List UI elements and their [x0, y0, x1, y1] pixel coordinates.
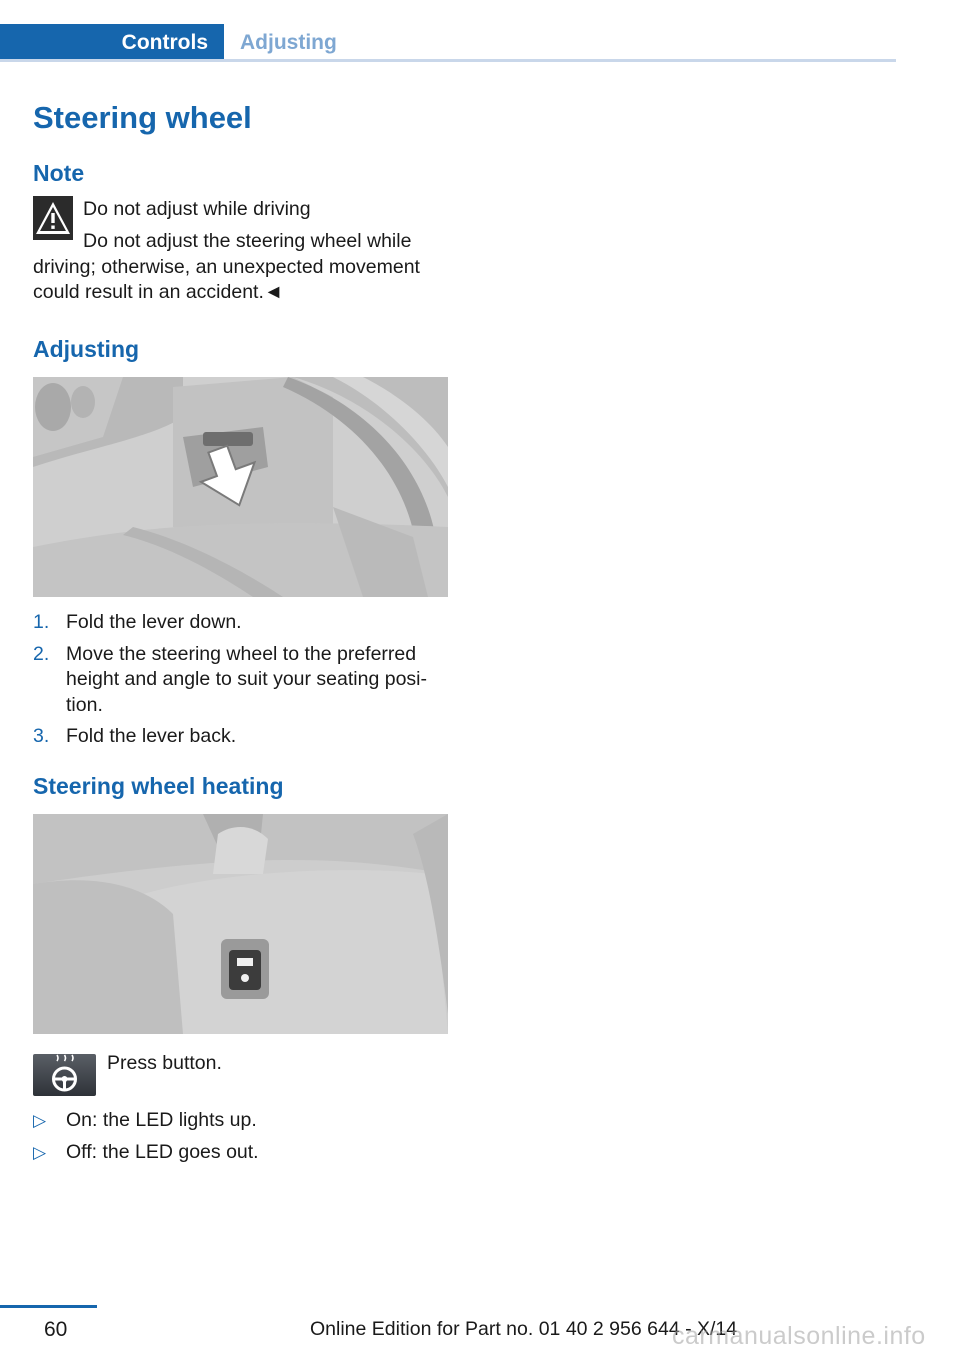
step-text: Move the steering wheel to the preferred height and angle to suit your seating position. — [66, 642, 427, 716]
heating-button-illustration — [33, 814, 448, 1034]
bullet-triangle-icon: ▷ — [33, 1142, 47, 1162]
list-item — [33, 642, 448, 719]
list-item — [33, 1140, 448, 1166]
bullet-triangle-icon: ▷ — [33, 1111, 47, 1130]
heating-status-list — [33, 1108, 448, 1171]
item-text: Off: the LED goes out. — [66, 1140, 259, 1163]
warning-title: Do not adjust while driving — [83, 198, 311, 220]
steering-wheel-heating-icon — [33, 1054, 96, 1096]
step-number: 3. — [33, 725, 50, 747]
page-title: Steering wheel — [33, 100, 252, 135]
page-number: 60 — [44, 1318, 68, 1341]
adjusting-steps — [33, 610, 448, 756]
step-text: Fold the lever down. — [66, 611, 242, 633]
section-tab-controls: Controls — [0, 24, 224, 62]
step-number: 1. — [33, 611, 50, 633]
list-item — [33, 1108, 448, 1134]
page-number-rule — [0, 1305, 97, 1308]
list-item — [33, 610, 448, 636]
steering-lever-illustration — [33, 377, 448, 597]
press-button-text: Press button. — [107, 1052, 222, 1074]
watermark: carmanualsonline.info — [672, 1322, 926, 1350]
step-number: 2. — [33, 642, 50, 665]
edition-text: Online Edition for Part no. 01 40 2 956 644 - X/14 — [310, 1318, 738, 1340]
note-heading: Note — [33, 160, 85, 186]
item-text: On: the LED lights up. — [66, 1109, 257, 1131]
warning-body: Do not adjust the steering wheel while driving; otherwise, an unexpected movement could result in an accident.◄ — [33, 230, 420, 303]
list-item — [33, 724, 448, 750]
step-text: Fold the lever back. — [66, 725, 237, 747]
section-tab-adjusting: Adjusting — [240, 31, 337, 54]
adjusting-heading: Adjusting — [33, 336, 140, 362]
page-header — [0, 24, 896, 62]
header-rule — [0, 59, 896, 62]
heating-heading: Steering wheel heating — [33, 773, 284, 799]
